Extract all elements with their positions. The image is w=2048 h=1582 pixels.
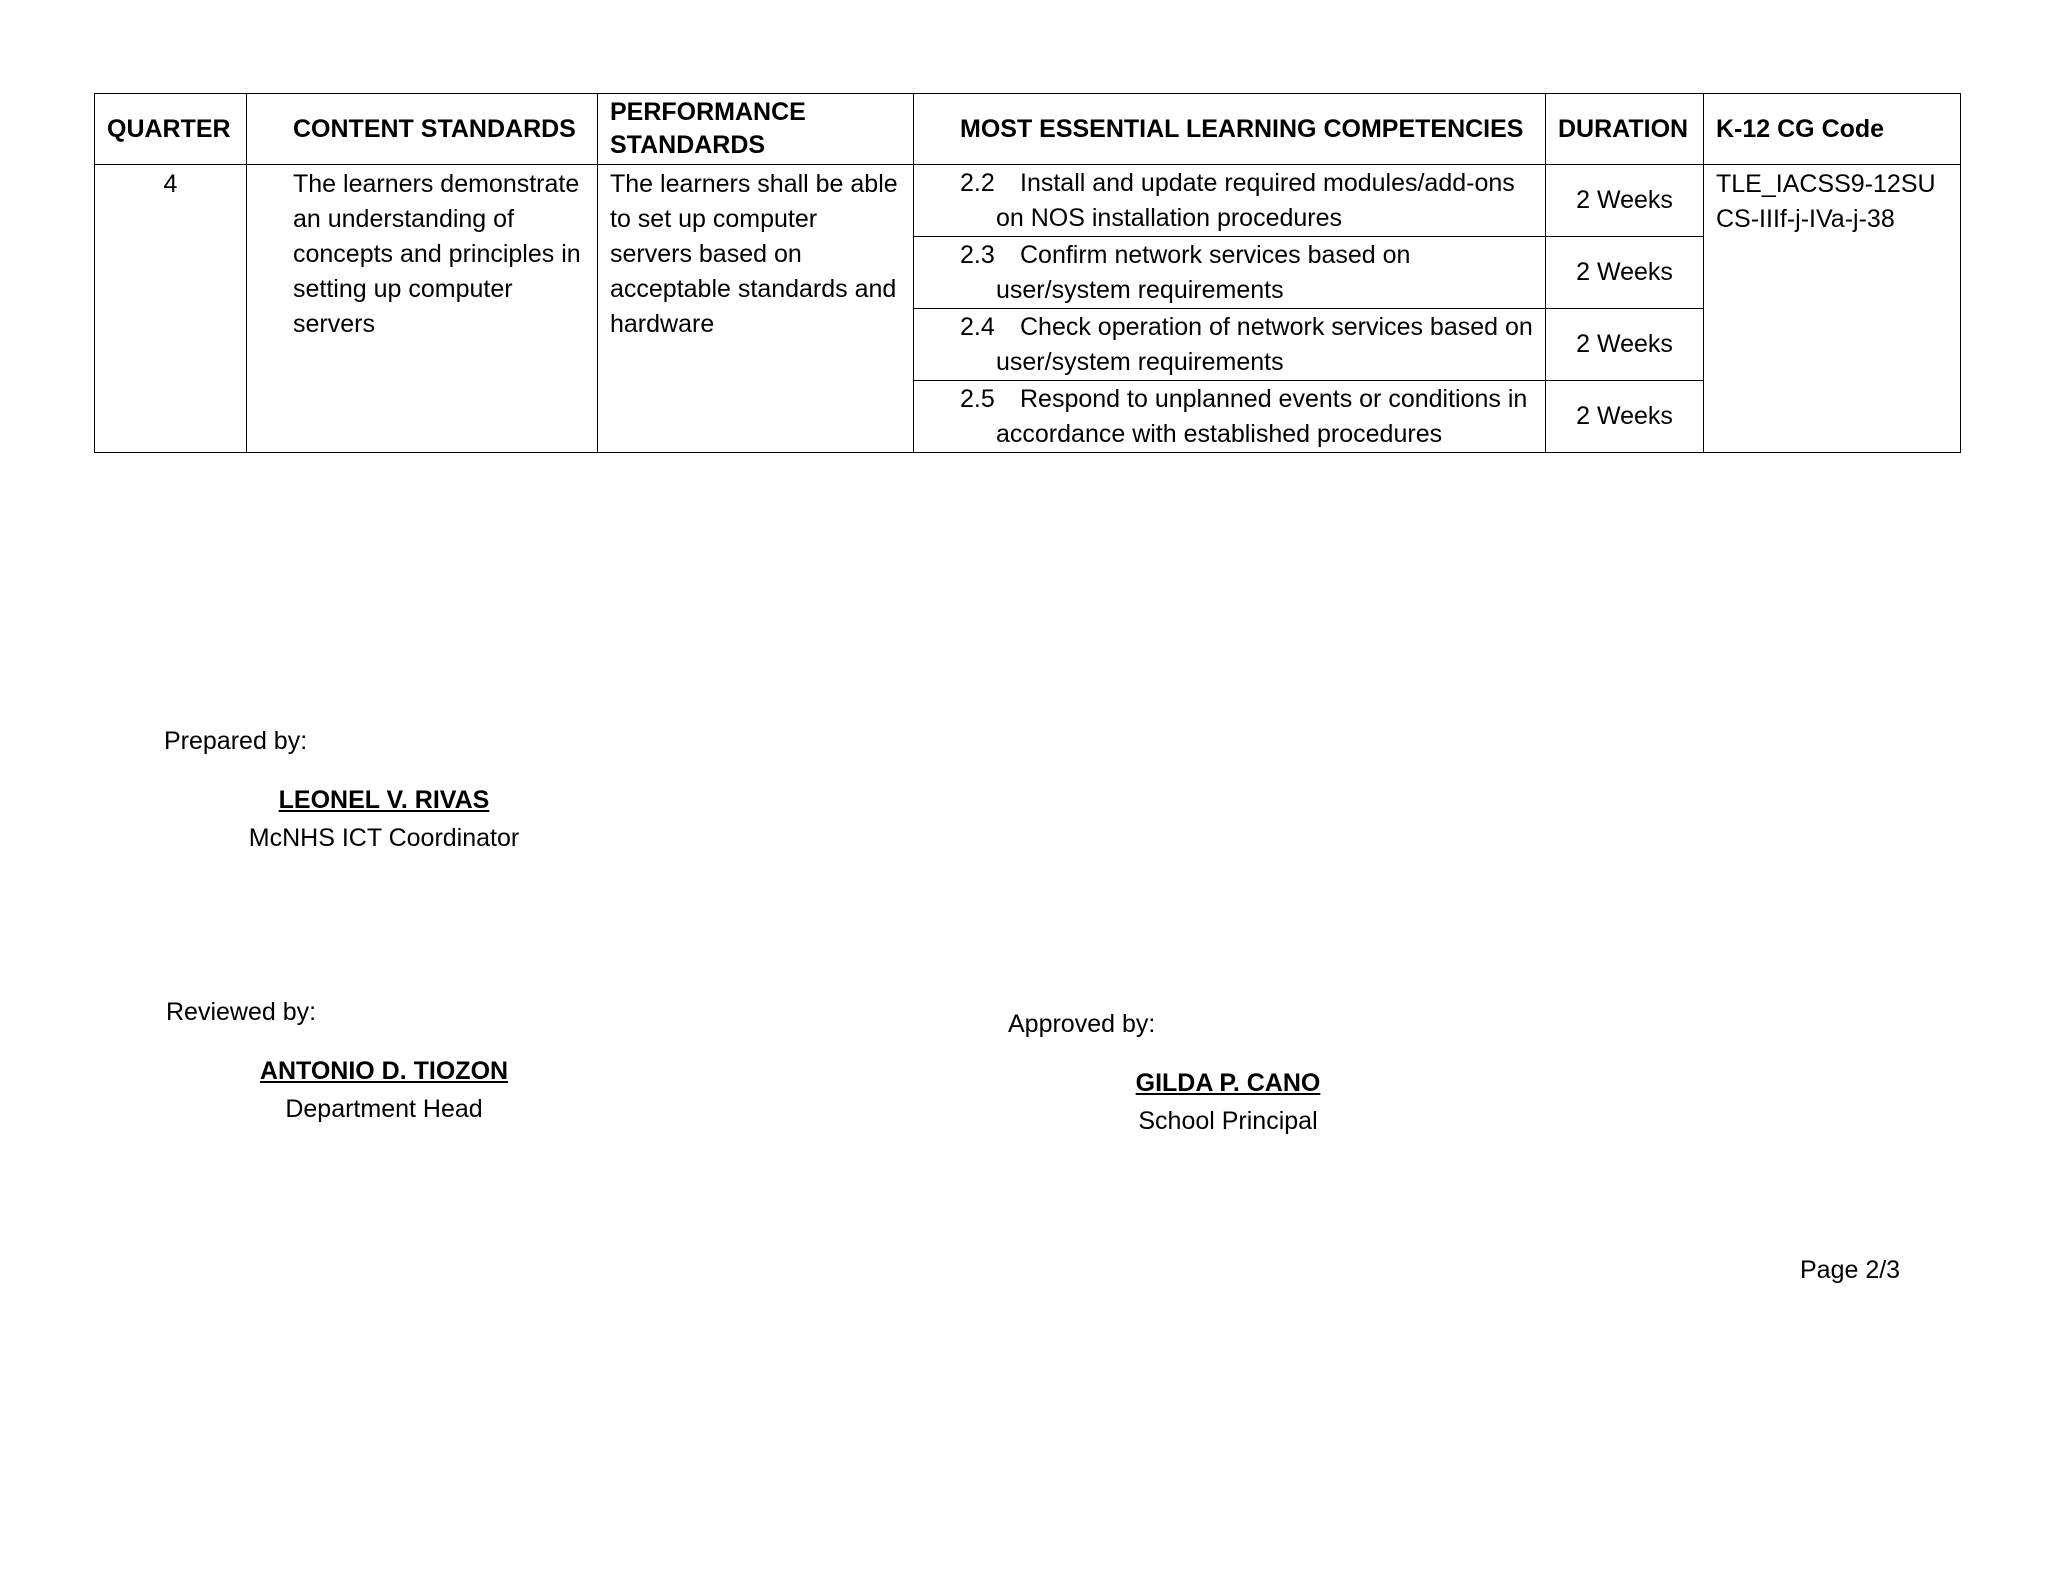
prepared-by-name: LEONEL V. RIVAS bbox=[278, 786, 490, 814]
cg-code-cell: TLE_IACSS9-12SUCS-IIIf-j-IVa-j-38 bbox=[1704, 165, 1961, 453]
approved-by-signature bbox=[1008, 1064, 1448, 1140]
approved-by-title: School Principal bbox=[1138, 1107, 1318, 1135]
duration-cell: 2 Weeks bbox=[1546, 309, 1704, 381]
competency-cell bbox=[914, 381, 1546, 453]
header-quarter: QUARTER bbox=[95, 94, 247, 165]
approved-by-label: Approved by: bbox=[1008, 1010, 1156, 1038]
competency-text: Respond to unplanned events or conditions in accordance with established procedures bbox=[996, 385, 1528, 448]
competency-cell bbox=[914, 237, 1546, 309]
table-header-row bbox=[95, 94, 1961, 165]
quarter-cell: 4 bbox=[95, 165, 247, 453]
competency-number: 2.2 bbox=[960, 169, 995, 197]
performance-standard-cell: The learners shall be able to set up computer servers based on acceptable standards and hardware bbox=[598, 165, 914, 453]
prepared-by-label: Prepared by: bbox=[164, 727, 308, 755]
duration-cell: 2 Weeks bbox=[1546, 165, 1704, 237]
header-melc: MOST ESSENTIAL LEARNING COMPETENCIES bbox=[914, 94, 1546, 165]
table-row bbox=[95, 165, 1961, 237]
competency-cell bbox=[914, 165, 1546, 237]
melc-table bbox=[94, 93, 1961, 453]
header-duration: DURATION bbox=[1546, 94, 1704, 165]
header-cg-code: K-12 CG Code bbox=[1704, 94, 1961, 165]
reviewed-by-label: Reviewed by: bbox=[166, 998, 317, 1026]
competency-cell bbox=[914, 309, 1546, 381]
page-number: Page 2/3 bbox=[1800, 1256, 1901, 1284]
competency-number: 2.3 bbox=[960, 241, 995, 269]
content-standard-cell: The learners demonstrate an understanding of concepts and principles in setting up computer servers bbox=[247, 165, 598, 453]
reviewed-by-title: Department Head bbox=[285, 1095, 483, 1123]
header-performance-standards: PERFORMANCE STANDARDS bbox=[598, 94, 914, 165]
competency-number: 2.5 bbox=[960, 385, 995, 413]
competency-text: Install and update required modules/add-ons on NOS installation procedures bbox=[996, 169, 1515, 232]
header-content-standards: CONTENT STANDARDS bbox=[247, 94, 598, 165]
duration-cell: 2 Weeks bbox=[1546, 237, 1704, 309]
reviewed-by-signature bbox=[164, 1052, 604, 1128]
competency-number: 2.4 bbox=[960, 313, 995, 341]
reviewed-by-name: ANTONIO D. TIOZON bbox=[259, 1057, 509, 1085]
duration-cell: 2 Weeks bbox=[1546, 381, 1704, 453]
approved-by-name: GILDA P. CANO bbox=[1135, 1069, 1321, 1097]
prepared-by-signature bbox=[164, 781, 604, 857]
competency-text: Confirm network services based on user/system requirements bbox=[996, 241, 1411, 304]
competency-text: Check operation of network services based on user/system requirements bbox=[996, 313, 1533, 376]
prepared-by-title: McNHS ICT Coordinator bbox=[248, 824, 520, 852]
